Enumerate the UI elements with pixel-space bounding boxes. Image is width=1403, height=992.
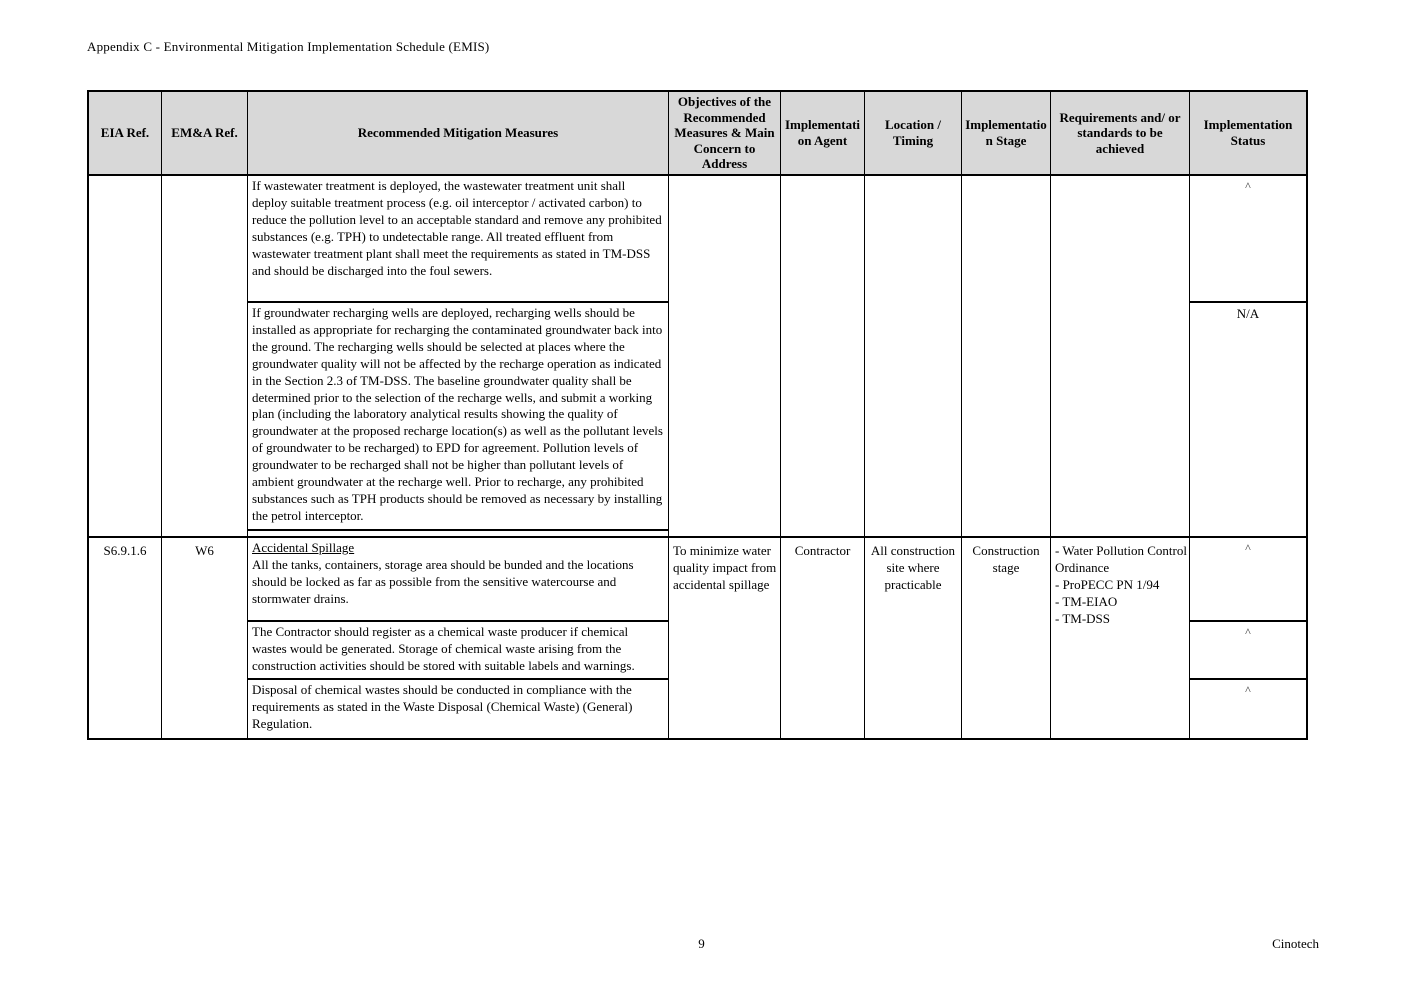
cell-implementation-status <box>1190 538 1306 738</box>
cell-requirements-empty <box>1051 176 1190 536</box>
column-header-location-timing: Location / Timing <box>865 92 962 174</box>
table-header-row <box>89 92 1306 176</box>
status-mark-caret: ^ <box>1190 622 1306 680</box>
cell-mitigation-measures <box>248 176 669 536</box>
cell-stage-empty <box>962 176 1051 536</box>
requirement-item: - Water Pollution Control Ordinance <box>1055 543 1187 575</box>
column-header-mitigation-measures: Recommended Mitigation Measures <box>248 92 669 174</box>
measure-text: All the tanks, containers, storage area should be bunded and the locations should be locked as far as possible from the sensitive watercourse and stormwater drains. <box>252 556 634 606</box>
status-mark-na: N/A <box>1236 306 1260 321</box>
column-header-objectives: Objectives of the Recommended Measures & Main Concern to Address <box>669 92 781 174</box>
cell-eia-ref-empty <box>89 176 162 536</box>
measure-accidental-spillage <box>248 538 668 622</box>
status-mark-caret: ^ <box>1190 176 1306 303</box>
table-row-wastewater-groundwater <box>89 176 1306 538</box>
cell-implementation-stage: Construction stage <box>962 538 1051 738</box>
footer-company-name: Cinotech <box>1272 936 1319 951</box>
cell-objectives: To minimize water quality impact from accidental spillage <box>669 538 781 738</box>
column-header-eia-ref: EIA Ref. <box>89 92 162 174</box>
table-row-accidental-spillage <box>89 538 1306 738</box>
column-header-implementation-stage: Implementation Stage <box>962 92 1051 174</box>
column-header-implementation-agent: Implementation Agent <box>781 92 865 174</box>
requirement-item: - TM-EIAO <box>1055 593 1118 609</box>
emis-table <box>87 90 1308 740</box>
measure-heading: Accidental Spillage <box>252 540 355 555</box>
document-header-title: Appendix C - Environmental Mitigation Implementation Schedule (EMIS) <box>87 39 490 54</box>
cell-implementation-agent: Contractor <box>781 538 865 738</box>
measure-chemical-waste-disposal: Disposal of chemical wastes should be conducted in compliance with the requirements as stated in the Waste Disposal (Chemical Waste) (General) Regulation. <box>252 682 633 731</box>
cell-location-empty <box>865 176 962 536</box>
column-header-implementation-status: Implementation Status <box>1203 117 1293 148</box>
measure-groundwater-recharging: If groundwater recharging wells are deployed, recharging wells should be installed as appropriate for recharging the contaminated groundwater back into the ground. The recharging wells should be selected at places where the groundwater quality will not be affected by the recharge operation as indicated in the Section 2.3 of TM-DSS. The baseline groundwater quality shall be determined prior to the selection of the recharge wells, and submit a working plan (including the laboratory analytical results showing the quality of groundwater at the proposed recharge location(s) as well as the pollutant levels of groundwater to be recharged) to EPD for agreement. Pollution levels of groundwater to be recharged shall not be higher than pollutant levels of ambient groundwater at the recharge well. Prior to recharge, any prohibited substances such as TPH products should be removed as necessary by installing the petrol interceptor. <box>248 303 668 531</box>
status-mark-caret: ^ <box>1190 538 1306 622</box>
cell-location-timing: All construction site where practicable <box>865 538 962 738</box>
cell-objectives-empty <box>669 176 781 536</box>
column-header-requirements: Requirements and/ or standards to be achieved <box>1051 92 1190 174</box>
status-mark-caret: ^ <box>1245 683 1251 697</box>
measure-chemical-waste-producer: The Contractor should register as a chemical waste producer if chemical wastes would be generated. Storage of chemical waste arising from the construction activities should be stored with suitable labels and warnings. <box>248 622 668 680</box>
cell-ema-ref-empty <box>162 176 248 536</box>
cell-implementation-status <box>1190 176 1306 536</box>
cell-requirements <box>1051 538 1190 738</box>
requirement-item: - ProPECC PN 1/94 <box>1055 576 1160 592</box>
page-number: 9 <box>698 936 705 951</box>
requirement-item: - TM-DSS <box>1055 610 1111 626</box>
cell-ema-ref: W6 <box>162 538 248 738</box>
cell-agent-empty <box>781 176 865 536</box>
cell-eia-ref: S6.9.1.6 <box>89 538 162 738</box>
column-header-ema-ref: EM&A Ref. <box>162 92 248 174</box>
measure-wastewater-treatment: If wastewater treatment is deployed, the wastewater treatment unit shall deploy suitable treatment process (e.g. oil interceptor / activated carbon) to reduce the pollution level to an acceptable standard and remove any prohibited substances (e.g. TPH) to undetectable range. All treated effluent from wastewater treatment plant shall meet the requirements as stated in TM-DSS and should be discharged into the foul sewers. <box>248 176 668 303</box>
cell-mitigation-measures <box>248 538 669 738</box>
